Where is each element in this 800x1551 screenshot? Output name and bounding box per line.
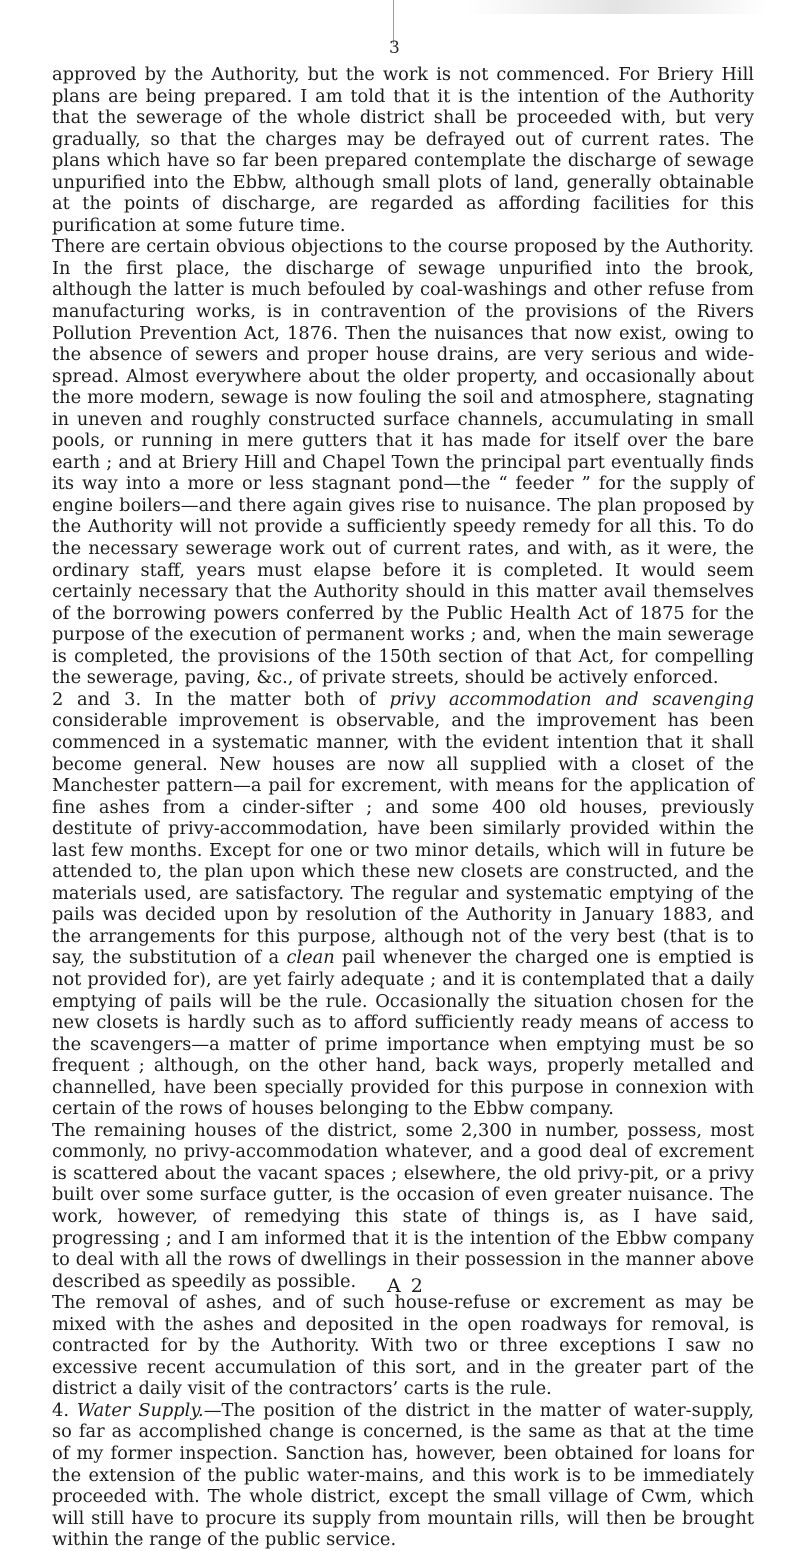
paragraph-approved: approved by the Authority, but the work is not commenced. For Briery Hill plans are being prepared. I am told that it is the intention of the Authority that the sewerage of the whole district shall be proceeded with, but very gradually, so that the charges may be defrayed out of current rates. The plans which have so far been prepared contemplate the discharge of sewage unpurified into the Ebbw, although small plots of land, generally obtainable at the points of discharge, are regarded as affording facilities for this purification at some future time.: [52, 64, 754, 236]
water-supply-heading: Water Supply.: [76, 1399, 204, 1421]
signature-mark: A 2: [387, 1275, 425, 1297]
paragraph-objections: There are certain obvious objections to the course proposed by the Authority. In the first place, the discharge of sewage unpurified into the brook, although the latter is much befouled by coal-washings and other refuse from manufacturing works, is in contravention of the provisions of the Rivers Pollution Prevention Act, 1876. Then the nuisances that now exist, owing to the absence of sewers and proper house drains, are very serious and wide-spread. Almost everywhere about the older property, and occasionally about the more modern, sewage is now fouling the soil and atmosphere, stagnating in uneven and roughly constructed surface channels, accumulating in small pools, or running in mere gutters that it has made for itself over the bare earth ; and at Briery Hill and Chapel Town the principal part eventually finds its way into a more or less stagnant pond—the “ feeder ” for the supply of engine boilers—and there again gives rise to nuisance. The plan proposed by the Authority will not provide a sufficiently speedy remedy for all this. To do the necessary sewerage work out of current rates, and with, as it were, the ordinary staff, years must elapse before it is completed. It would seem certainly necessary that the Authority should in this matter avail themselves of the borrowing powers conferred by the Public Health Act of 1875 for the purpose of the execution of permanent works ; and, when the main sewerage is completed, the provisions of the 150th section of that Act, for compelling the sewerage, paving, &c., of private streets, should be actively enforced.: [52, 236, 754, 689]
clean-emphasis: clean: [286, 947, 335, 969]
paragraph-remaining-houses: The remaining houses of the district, some 2,300 in number, possess, most commonly, no privy-accommodation whatever, and a good deal of excrement is scattered about the vacant spaces ; elsewhere, the old privy-pit, or a privy built over some surface gutter, is the occasion of even greater nuisance. The work, however, of remedying this state of things is, as I have said, progressing ; and I am informed that it is the intention of the Ebbw company to deal with all the rows of dwellings in their possession in the manner above described as speedily as possible.: [52, 1119, 754, 1292]
section-2-3-middle: considerable improvement is observable, and the improvement has been commenced in a systematic manner, with the evident intention that it shall become general. New houses are now all supplied with a closet of the Manchester pattern—a pail for excrement, with means for the application of fine ashes from a cinder-sifter ; and some 400 old houses, previously destitute of privy-accommodation, have been similarly provided within the last few months. Except for one or two minor details, which will in future be attended to, the plan upon which these new closets are constructed, and the materials used, are satisfactory. The regular and systematic emptying of the pails was decided upon by resolution of the Authority in January 1883, and the arrangements for this purpose, although not of the very best (that is to say, the substitution of a: [52, 710, 754, 969]
section-4-lead: 4.: [52, 1399, 77, 1421]
section-2-3-emphasis: privy accommodation and scavenging: [389, 688, 754, 710]
section-2-3-tail: pail whenever the charged one is emptied is not provided for), are yet fairly adequate ; and it is contemplated that a daily emptying of pails will be the rule. Occasionally the situation chosen for the new closets is hardly such as to afford sufficiently ready means of access to the scavengers—a matter of prime importance when emptying must be so frequent ; although, on the other hand, back ways, properly metalled and channelled, have been specially provided for this purpose in connexion with certain of the rows of houses belonging to the Ebbw company.: [52, 947, 754, 1120]
document-body: [52, 64, 754, 1551]
page-number: 3: [389, 38, 400, 58]
paragraph-removal-of-ashes: The removal of ashes, and of such house-refuse or excrement as may be mixed with the ashes and deposited in the open roadways for removal, is contracted for by the Authority. With two or three exceptions I saw no excessive recent accumulation of this sort, and in the greater part of the district a daily visit of the contractors’ carts is the rule.: [52, 1292, 754, 1400]
paragraph-privy-accommodation: [52, 689, 754, 1120]
scan-smudge: [468, 0, 768, 14]
section-2-3-lead: 2 and 3. In the matter both of: [52, 688, 390, 710]
section-4-body: —The position of the district in the matter of water-supply, so far as accomplished change is concerned, is the same as that at the time of my former inspection. Sanction has, however, been obtained for loans for the extension of the public water-mains, and this work is to be immediately proceeded with. The whole district, except the small village of Cwm, which will still have to procure its supply from mountain rills, will then be brought within the range of the public service.: [52, 1399, 755, 1551]
paragraph-water-supply: [52, 1400, 754, 1551]
